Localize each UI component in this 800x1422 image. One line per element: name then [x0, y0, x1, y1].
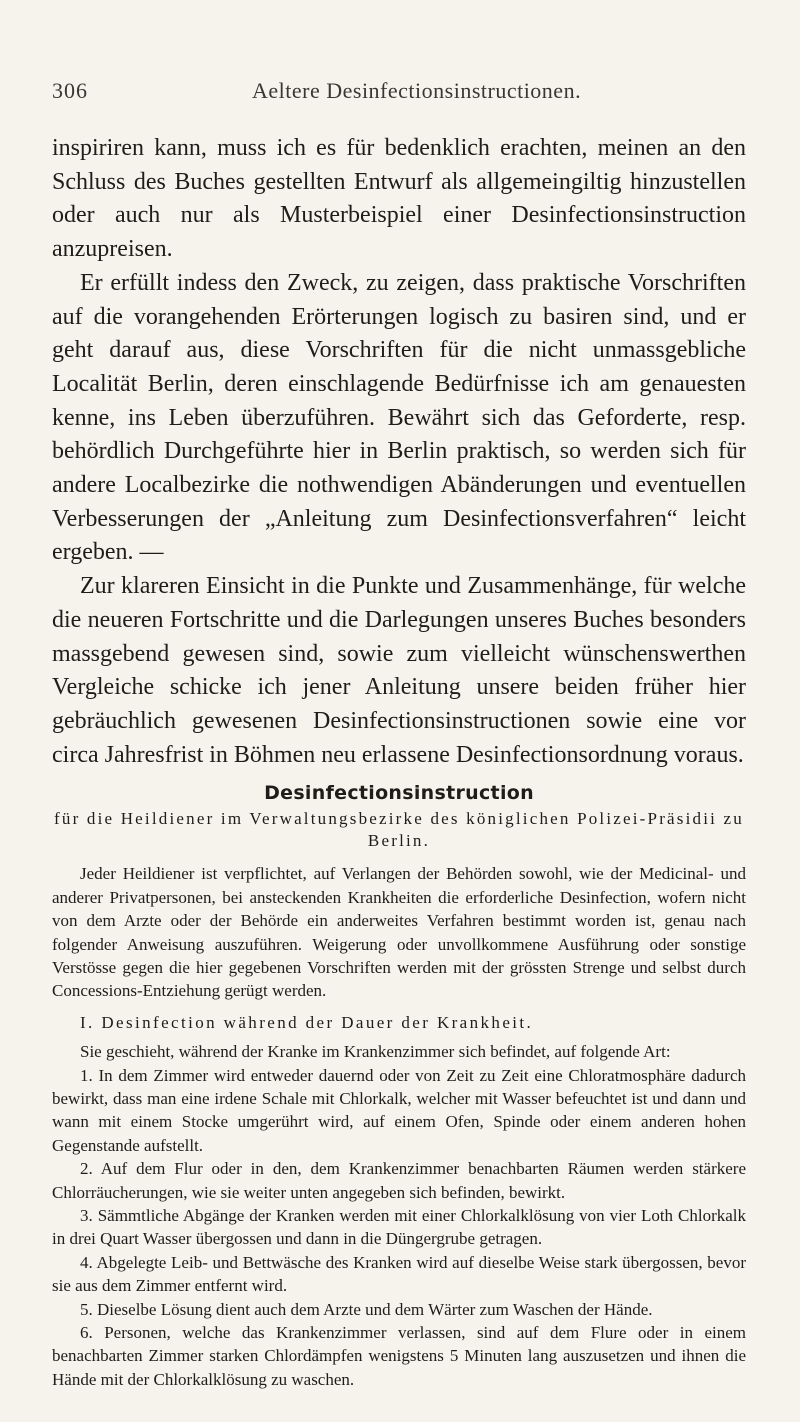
list-item: 3. Sämmtliche Abgänge der Kranken werden mit einer Chlorkalklösung von vier Loth Chlorkalk in drei Quart Wasser übergossen und dann in die Düngergrube getragen. [52, 1206, 746, 1249]
list-item: 4. Abgelegte Leib- und Bettwäsche des Kranken wird auf dieselbe Weise stark übergossen, bevor sie aus dem Zimmer entfernt wird. [52, 1252, 746, 1296]
instruction-preamble: Jeder Heildiener ist verpflichtet, auf Verlangen der Behörden sowohl, wie der Medicinal- und anderer Privatpersonen, bei ansteckenden Krankheiten die erforderliche Desinfection, wofern nicht von dem Arzte oder der Behörde ein anderweites Verfahren bestimmt worden ist, genau nach folgender Anweisung auszuführen. Weigerung oder unvollkommene Ausführung oder sonstige Verstösse gegen die hier gegebenen Vorschriften werden mit der grössten Strenge und selbst durch Concessions-Entziehung gerügt werden. [52, 864, 746, 1001]
list-item: 1. In dem Zimmer wird entweder dauernd oder von Zeit zu Zeit eine Chloratmosphäre dadurch bewirkt, dass man eine irdene Schale mit Chlorkalk, welcher mit Wasser befeuchtet ist und dann und wann mit einem Stocke umgerührt wird, auf einem Ofen, Spinde oder einem anderen hohen Gegenstande aufstellt. [52, 1065, 746, 1155]
running-title: Aeltere Desinfectionsinstructionen. [252, 78, 582, 103]
list-item: 6. Personen, welche das Krankenzimmer verlassen, sind auf dem Flure oder in einem benachbarten Zimmer starken Chlordämpfen wenigstens 5 Minuten lang auszusetzen und ihnen die Hände mit der Chlorkalklösung zu waschen. [52, 1323, 746, 1389]
page-number: 306 [52, 78, 88, 103]
intro-paragraph: inspiriren kann, muss ich es für bedenklich erachten, meinen an den Schluss des Buches gestellten Entwurf als allgemeingiltig hinzustellen oder auch nur als Musterbeispiel einer Desinfectionsinstruction anzupreisen. [52, 135, 746, 263]
page-header [52, 78, 740, 104]
section-intro: Sie geschieht, während der Kranke im Krankenzimmer sich befindet, auf folgende Art: [80, 1042, 671, 1062]
list-item: 5. Dieselbe Lösung dient auch dem Arzte und dem Wärter zum Waschen der Hände. [80, 1299, 653, 1319]
list-item: 2. Auf dem Flur oder in den, dem Krankenzimmer benachbarten Räumen werden stärkere Chlorräucherungen, wie sie weiter unten angegeben sich befinden, bewirkt. [52, 1159, 746, 1202]
section-title: I. Desinfection während der Dauer der Krankheit. [80, 1012, 534, 1032]
intro-paragraph: Er erfüllt indess den Zweck, zu zeigen, dass praktische Vorschriften auf die vorangehenden Erörterungen logisch zu basiren sind, und er geht darauf aus, diese Vorschriften für die nicht unmassgebliche Localität Berlin, deren einschlagende Bedürfnisse ich am genauesten kenne, ins Leben überzuführen. Bewährt sich das Geforderte, resp. behördlich Durchgeführte hier in Berlin praktisch, so werden sich für andere Localbezirke die nothwendigen Abänderungen und eventuellen Verbesserungen der „Anleitung zum Desinfectionsverfahren“ leicht ergeben. — [52, 269, 746, 566]
page-body [52, 132, 746, 1391]
instruction-heading: Desinfectionsinstruction [264, 782, 534, 805]
intro-paragraph: Zur klareren Einsicht in die Punkte und Zusammenhänge, für welche die neueren Fortschritte und die Darlegungen unseres Buches besonders massgebend gewesen sind, sowie zum vielleicht wünschenswerthen Vergleiche schicke ich jener Anleitung unsere beiden früher hier gebräuchlich gewesenen Desinfectionsinstructionen sowie eine vor circa Jahresfrist in Böhmen neu erlassene Desinfectionsordnung voraus. [52, 573, 746, 768]
instruction-text [52, 862, 746, 1391]
intro-text [52, 132, 746, 772]
instruction-subheading: für die Heildiener im Verwaltungsbezirke des königlichen Polizei-Präsidii zu Berlin. [54, 809, 744, 851]
